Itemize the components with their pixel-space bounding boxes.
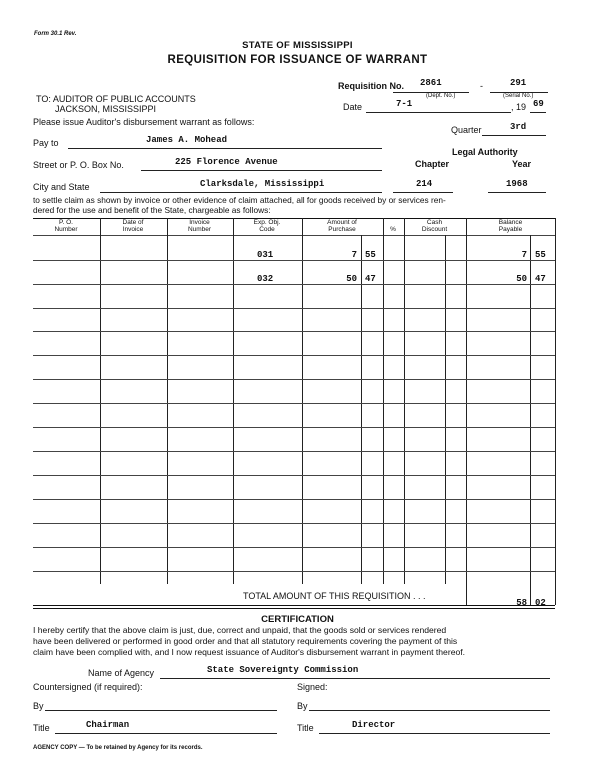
certification-line-1: I hereby certify that the above claim is just, due, correct and unpaid, that the goods sold or services rendered bbox=[33, 625, 447, 635]
serial-caption: (Serial No.) bbox=[503, 93, 534, 99]
total-cents: 02 bbox=[535, 598, 546, 608]
header-po: P. O. Number bbox=[54, 219, 78, 233]
requisition-dash: - bbox=[480, 81, 483, 91]
by-label-left: By bbox=[33, 701, 44, 711]
row2-balance-dollars: 50 bbox=[516, 274, 527, 284]
requisition-label: Requisition No. bbox=[338, 81, 404, 91]
settle-text-1: to settle claim as shown by invoice or other evidence of claim attached, all for goods received by or services ren- bbox=[33, 195, 446, 205]
form-number: Form 30.1 Rev. bbox=[34, 31, 77, 37]
pay-to-label: Pay to bbox=[33, 138, 59, 148]
legal-authority-label: Legal Authority bbox=[452, 147, 518, 157]
city-label: City and State bbox=[33, 182, 90, 192]
year-value: 1968 bbox=[506, 179, 528, 189]
dept-caption: (Dept. No.) bbox=[426, 93, 456, 99]
footer-note: AGENCY COPY — To be retained by Agency for its records. bbox=[33, 745, 203, 751]
date-label: Date bbox=[343, 102, 363, 112]
instruction-text: Please issue Auditor's disbursement warrant as follows: bbox=[33, 117, 255, 127]
title-right-value: Director bbox=[352, 720, 396, 730]
quarter-value: 3rd bbox=[510, 122, 527, 132]
row1-amount-dollars: 7 bbox=[351, 250, 357, 260]
header-exp-obj-code: Exp. Obj. Code bbox=[253, 219, 281, 233]
street-label: Street or P. O. Box No. bbox=[33, 160, 124, 170]
row1-balance-cents: 55 bbox=[535, 250, 546, 260]
certification-line-3: claim have been complied with, and I now request issuance of Auditor's disbursement warrant in payment thereof. bbox=[33, 647, 466, 657]
to-line-2: JACKSON, MISSISSIPPI bbox=[55, 104, 157, 114]
row1-balance-dollars: 7 bbox=[521, 250, 527, 260]
year-label: Year bbox=[512, 159, 532, 169]
total-dollars: 58 bbox=[516, 598, 527, 608]
street-value: 225 Florence Avenue bbox=[175, 157, 278, 167]
certification-line-2: have been delivered or performed in good order and that all statutory requirements covering the payment of this bbox=[33, 636, 458, 646]
chapter-value: 214 bbox=[416, 179, 433, 189]
header-pct: % bbox=[390, 226, 396, 233]
title-left-value: Chairman bbox=[86, 720, 130, 730]
payee-name: James A. Mohead bbox=[146, 135, 228, 145]
row2-amount-dollars: 50 bbox=[346, 274, 357, 284]
countersigned-label: Countersigned (if required): bbox=[33, 682, 143, 692]
row2-code: 032 bbox=[257, 274, 274, 284]
date-year: 69 bbox=[533, 99, 544, 109]
by-label-right: By bbox=[297, 701, 308, 711]
to-line-1: TO: AUDITOR OF PUBLIC ACCOUNTS bbox=[36, 94, 196, 104]
serial-number: 291 bbox=[510, 78, 527, 88]
certification-heading: CERTIFICATION bbox=[261, 614, 334, 625]
city-value: Clarksdale, Mississippi bbox=[200, 179, 325, 189]
form-title: REQUISITION FOR ISSUANCE OF WARRANT bbox=[167, 54, 428, 66]
title-label-left: Title bbox=[33, 723, 50, 733]
row1-amount-cents: 55 bbox=[365, 250, 376, 260]
state-heading: STATE OF MISSISSIPPI bbox=[242, 40, 353, 51]
chapter-label: Chapter bbox=[415, 159, 450, 169]
agency-label: Name of Agency bbox=[88, 668, 155, 678]
settle-text-2: dered for the use and benefit of the State, chargeable as follows: bbox=[33, 205, 271, 215]
header-cash-discount: Cash Discount bbox=[421, 219, 448, 233]
date-value: 7-1 bbox=[396, 99, 413, 109]
header-balance: Balance Payable bbox=[498, 219, 523, 233]
title-label-right: Title bbox=[297, 723, 314, 733]
row2-amount-cents: 47 bbox=[365, 274, 376, 284]
row2-balance-cents: 47 bbox=[535, 274, 546, 284]
row1-code: 031 bbox=[257, 250, 274, 260]
charge-table bbox=[33, 218, 555, 608]
agency-value: State Sovereignty Commission bbox=[207, 665, 359, 675]
date-year-prefix: , 19 bbox=[511, 102, 527, 112]
header-date-invoice: Date of Invoice bbox=[122, 219, 144, 233]
header-amount: Amount of Purchase bbox=[327, 219, 357, 233]
signed-label: Signed: bbox=[297, 682, 328, 692]
total-label: TOTAL AMOUNT OF THIS REQUISITION . . . bbox=[243, 591, 426, 601]
header-invoice-number: Invoice Number bbox=[187, 219, 212, 233]
dept-number: 2861 bbox=[420, 78, 442, 88]
quarter-label: Quarter bbox=[451, 125, 482, 135]
